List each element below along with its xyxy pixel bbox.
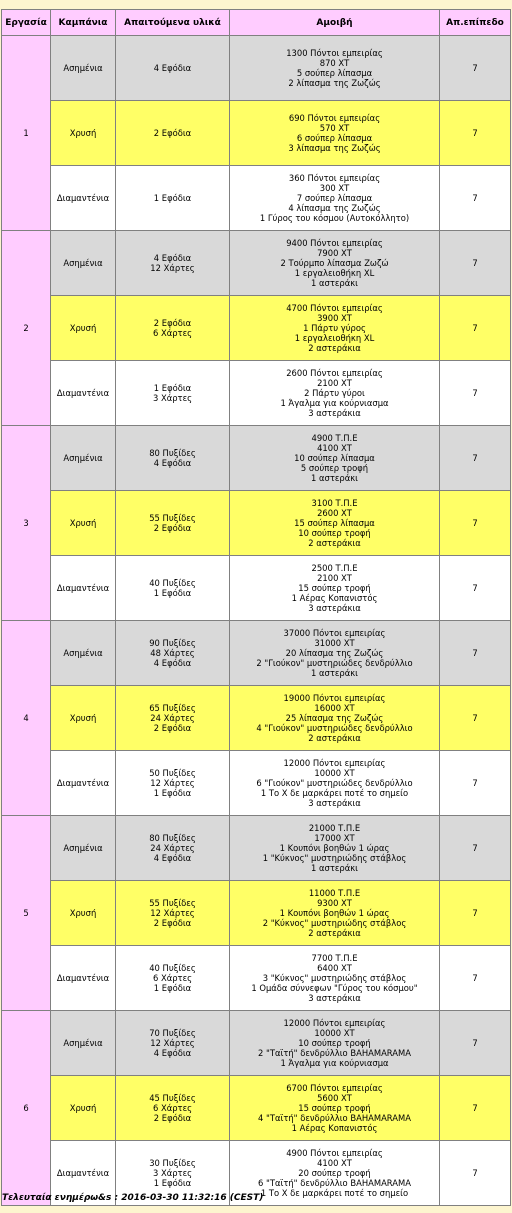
reward-cell bbox=[230, 881, 440, 946]
materials-cell bbox=[116, 621, 230, 686]
reward-line: 3 αστεράκια bbox=[308, 993, 361, 1003]
campaign-cell: Διαμαντένια bbox=[51, 361, 116, 426]
reward-line: 10000 ΧΤ bbox=[314, 1028, 355, 1038]
material-line: 2 Εφόδια bbox=[153, 318, 192, 328]
material-line: 6 Χάρτες bbox=[152, 973, 193, 983]
reward-line: 1 Άγαλμα για κούρνιασμα bbox=[280, 1058, 389, 1068]
reward-line: 6 σούπερ λίπασμα bbox=[296, 133, 373, 143]
material-line: 80 Πυξίδες bbox=[149, 448, 196, 458]
reward-line: 3 αστεράκια bbox=[308, 798, 361, 808]
materials-cell bbox=[116, 1076, 230, 1141]
level-cell: 7 bbox=[440, 1076, 511, 1141]
materials-cell bbox=[116, 231, 230, 296]
level-cell: 7 bbox=[440, 491, 511, 556]
material-line: 3 Χάρτες bbox=[152, 1168, 193, 1178]
materials-cell bbox=[116, 556, 230, 621]
reward-line: 2 αστεράκια bbox=[308, 538, 361, 548]
reward-line: 5 σούπερ τροφή bbox=[300, 463, 369, 473]
reward-line: 2 "Ταϊτή" δενδρύλλιο BAHAMARAMA bbox=[258, 1048, 411, 1058]
material-line: 40 Πυξίδες bbox=[149, 963, 196, 973]
task-number-cell: 5 bbox=[2, 816, 51, 1011]
materials-cell bbox=[116, 101, 230, 166]
materials-cell bbox=[116, 361, 230, 426]
reward-line: 300 ΧΤ bbox=[319, 183, 350, 193]
campaign-cell: Ασημένια bbox=[51, 621, 116, 686]
reward-line: 1 Γύρος του κόσμου (Αυτοκόλλητο) bbox=[259, 213, 410, 223]
campaign-cell: Χρυσή bbox=[51, 296, 116, 361]
reward-line: 1 αστεράκι bbox=[311, 278, 358, 288]
reward-line: 2 λίπασμα της Ζωζώς bbox=[288, 78, 381, 88]
reward-line: 1 Άγαλμα για κούρνιασμα bbox=[280, 398, 389, 408]
reward-line: 360 Πόντοι εμπειρίας bbox=[288, 173, 381, 183]
campaign-cell: Διαμαντένια bbox=[51, 751, 116, 816]
reward-line: 20 σούπερ τροφή bbox=[298, 1168, 371, 1178]
reward-cell bbox=[230, 101, 440, 166]
reward-line: 2 "Γιούκον" μυστηριώδες δενδρύλλιο bbox=[256, 658, 413, 668]
campaign-cell: Ασημένια bbox=[51, 231, 116, 296]
materials-cell bbox=[116, 816, 230, 881]
reward-line: 2 Πάρτυ γύροι bbox=[304, 388, 365, 398]
material-line: 1 Εφόδια bbox=[153, 383, 192, 393]
table-row bbox=[2, 621, 511, 686]
last-updated-footer: Τελευταία ενημέρω&s : 2016-03-30 11:32:16 (CEST) bbox=[2, 1193, 264, 1203]
reward-line: 7900 ΧΤ bbox=[317, 248, 352, 258]
reward-line: 2600 Πόντοι εμπειρίας bbox=[286, 368, 383, 378]
table-row bbox=[2, 231, 511, 296]
reward-line: 1 Το Χ δε μαρκάρει ποτέ το σημείο bbox=[260, 1188, 409, 1198]
reward-line: 16000 ΧΤ bbox=[314, 703, 355, 713]
reward-line: 11000 Τ.Π.Ε bbox=[308, 888, 361, 898]
materials-cell bbox=[116, 296, 230, 361]
table-row bbox=[2, 751, 511, 816]
material-line: 65 Πυξίδες bbox=[149, 703, 196, 713]
campaign-cell: Χρυσή bbox=[51, 881, 116, 946]
table-row bbox=[2, 1011, 511, 1076]
reward-line: 5600 ΧΤ bbox=[317, 1093, 352, 1103]
reward-line: 12000 Πόντοι εμπειρίας bbox=[283, 758, 386, 768]
reward-cell bbox=[230, 231, 440, 296]
material-line: 2 Εφόδια bbox=[153, 918, 192, 928]
campaign-cell: Ασημένια bbox=[51, 426, 116, 491]
reward-line: 2500 Τ.Π.Ε bbox=[311, 563, 358, 573]
material-line: 12 Χάρτες bbox=[150, 1038, 195, 1048]
reward-line: 4900 Τ.Π.Ε bbox=[311, 433, 358, 443]
level-cell: 7 bbox=[440, 686, 511, 751]
reward-line: 1 αστεράκι bbox=[311, 863, 358, 873]
campaign-cell: Χρυσή bbox=[51, 491, 116, 556]
campaign-cell: Χρυσή bbox=[51, 1076, 116, 1141]
table-row bbox=[2, 491, 511, 556]
material-line: 2 Εφόδια bbox=[153, 128, 192, 138]
material-line: 48 Χάρτες bbox=[150, 648, 195, 658]
reward-line: 4100 ΧΤ bbox=[317, 1158, 352, 1168]
reward-line: 15 σούπερ τροφή bbox=[298, 583, 371, 593]
campaign-cell: Διαμαντένια bbox=[51, 556, 116, 621]
material-line: 80 Πυξίδες bbox=[149, 833, 196, 843]
level-cell: 7 bbox=[440, 426, 511, 491]
material-line: 4 Εφόδια bbox=[153, 1048, 192, 1058]
reward-line: 9400 Πόντοι εμπειρίας bbox=[286, 238, 383, 248]
reward-line: 3 λίπασμα της Ζωζώς bbox=[288, 143, 381, 153]
material-line: 55 Πυξίδες bbox=[149, 898, 196, 908]
table-row bbox=[2, 946, 511, 1011]
table-row bbox=[2, 296, 511, 361]
materials-cell bbox=[116, 491, 230, 556]
level-cell: 7 bbox=[440, 621, 511, 686]
material-line: 6 Χάρτες bbox=[152, 1103, 193, 1113]
table-row bbox=[2, 36, 511, 101]
reward-line: 10000 ΧΤ bbox=[314, 768, 355, 778]
table-header-row bbox=[2, 10, 511, 36]
reward-line: 31000 ΧΤ bbox=[314, 638, 355, 648]
material-line: 4 Εφόδια bbox=[153, 658, 192, 668]
material-line: 1 Εφόδια bbox=[153, 788, 192, 798]
campaign-cell: Διαμαντένια bbox=[51, 1141, 116, 1206]
reward-cell bbox=[230, 426, 440, 491]
reward-line: 7700 Τ.Π.Ε bbox=[311, 953, 358, 963]
reward-cell bbox=[230, 686, 440, 751]
material-line: 2 Εφόδια bbox=[153, 523, 192, 533]
reward-line: 870 ΧΤ bbox=[319, 58, 350, 68]
reward-line: 9300 ΧΤ bbox=[317, 898, 352, 908]
reward-line: 6400 ΧΤ bbox=[317, 963, 352, 973]
reward-line: 3 αστεράκια bbox=[308, 408, 361, 418]
task-number-cell: 3 bbox=[2, 426, 51, 621]
material-line: 30 Πυξίδες bbox=[149, 1158, 196, 1168]
materials-cell bbox=[116, 881, 230, 946]
reward-line: 10 σούπερ τροφή bbox=[298, 528, 371, 538]
material-line: 50 Πυξίδες bbox=[149, 768, 196, 778]
materials-cell bbox=[116, 36, 230, 101]
level-cell: 7 bbox=[440, 231, 511, 296]
campaign-cell: Χρυσή bbox=[51, 101, 116, 166]
reward-line: 1 "Κύκνος" μυστηριώδης στάβλος bbox=[262, 853, 407, 863]
materials-cell bbox=[116, 426, 230, 491]
reward-line: 690 Πόντοι εμπειρίας bbox=[288, 113, 381, 123]
reward-line: 10 σούπερ λίπασμα bbox=[294, 453, 375, 463]
reward-line: 2 αστεράκια bbox=[308, 343, 361, 353]
reward-line: 5 σούπερ λίπασμα bbox=[296, 68, 373, 78]
level-cell: 7 bbox=[440, 816, 511, 881]
reward-line: 10 σούπερ τροφή bbox=[298, 1038, 371, 1048]
reward-cell bbox=[230, 751, 440, 816]
reward-line: 1 Ομάδα σύννεφων "Γύρος του κόσμου" bbox=[251, 983, 418, 993]
reward-cell bbox=[230, 1076, 440, 1141]
materials-cell bbox=[116, 166, 230, 231]
material-line: 24 Χάρτες bbox=[150, 713, 195, 723]
material-line: 4 Εφόδια bbox=[153, 853, 192, 863]
material-line: 90 Πυξίδες bbox=[149, 638, 196, 648]
level-cell: 7 bbox=[440, 361, 511, 426]
table-row bbox=[2, 556, 511, 621]
level-cell: 7 bbox=[440, 101, 511, 166]
table-row bbox=[2, 166, 511, 231]
reward-line: 1 Αέρας Κοπανιστός bbox=[291, 1123, 378, 1133]
table-row bbox=[2, 881, 511, 946]
material-line: 12 Χάρτες bbox=[150, 263, 195, 273]
campaign-cell: Χρυσή bbox=[51, 686, 116, 751]
reward-line: 21000 Τ.Π.Ε bbox=[308, 823, 361, 833]
material-line: 1 Εφόδια bbox=[153, 193, 192, 203]
table-row bbox=[2, 1076, 511, 1141]
level-cell: 7 bbox=[440, 751, 511, 816]
table-row bbox=[2, 686, 511, 751]
table-row bbox=[2, 816, 511, 881]
reward-line: 2100 ΧΤ bbox=[317, 573, 352, 583]
table-body bbox=[2, 36, 511, 1206]
reward-line: 25 λίπασμα της Ζωζώς bbox=[285, 713, 384, 723]
reward-line: 2 Τούρμπο λίπασμα Ζωζώ bbox=[280, 258, 389, 268]
level-cell: 7 bbox=[440, 166, 511, 231]
reward-line: 1 αστεράκι bbox=[311, 473, 358, 483]
campaign-cell: Διαμαντένια bbox=[51, 166, 116, 231]
reward-line: 7 σούπερ λίπασμα bbox=[296, 193, 373, 203]
reward-line: 4 "Γιούκον" μυστηριώδες δενδρύλλιο bbox=[256, 723, 413, 733]
reward-line: 20 λίπασμα της Ζωζώς bbox=[285, 648, 384, 658]
reward-line: 15 σούπερ τροφή bbox=[298, 1103, 371, 1113]
reward-cell bbox=[230, 621, 440, 686]
reward-line: 2100 ΧΤ bbox=[317, 378, 352, 388]
reward-cell bbox=[230, 1011, 440, 1076]
material-line: 4 Εφόδια bbox=[153, 63, 192, 73]
materials-cell bbox=[116, 1011, 230, 1076]
material-line: 70 Πυξίδες bbox=[149, 1028, 196, 1038]
reward-line: 2 αστεράκια bbox=[308, 733, 361, 743]
reward-line: 3100 Τ.Π.Ε bbox=[311, 498, 358, 508]
reward-line: 1 εργαλειοθήκη XL bbox=[294, 333, 375, 343]
material-line: 4 Εφόδια bbox=[153, 253, 192, 263]
materials-cell bbox=[116, 751, 230, 816]
column-header-materials: Απαιτούμενα υλικά bbox=[116, 10, 230, 36]
reward-cell bbox=[230, 816, 440, 881]
reward-cell bbox=[230, 361, 440, 426]
reward-line: 1 Αέρας Κοπανιστός bbox=[291, 593, 378, 603]
reward-line: 6 "Γιούκον" μυστηριώδες δενδρύλλιο bbox=[256, 778, 413, 788]
reward-line: 6700 Πόντοι εμπειρίας bbox=[286, 1083, 383, 1093]
campaign-cell: Ασημένια bbox=[51, 1011, 116, 1076]
reward-line: 2600 ΧΤ bbox=[317, 508, 352, 518]
level-cell: 7 bbox=[440, 946, 511, 1011]
reward-line: 15 σούπερ λίπασμα bbox=[294, 518, 375, 528]
table-row bbox=[2, 426, 511, 491]
reward-line: 4100 ΧΤ bbox=[317, 443, 352, 453]
column-header-reward: Αμοιβή bbox=[230, 10, 440, 36]
task-number-cell: 2 bbox=[2, 231, 51, 426]
reward-line: 1 Πάρτυ γύρος bbox=[303, 323, 366, 333]
level-cell: 7 bbox=[440, 36, 511, 101]
level-cell: 7 bbox=[440, 1141, 511, 1206]
reward-line: 3900 ΧΤ bbox=[317, 313, 352, 323]
material-line: 2 Εφόδια bbox=[153, 723, 192, 733]
reward-line: 37000 Πόντοι εμπειρίας bbox=[283, 628, 386, 638]
reward-line: 19000 Πόντοι εμπειρίας bbox=[283, 693, 386, 703]
reward-line: 4700 Πόντοι εμπειρίας bbox=[286, 303, 383, 313]
reward-line: 4 "Ταϊτή" δενδρύλλιο BAHAMARAMA bbox=[258, 1113, 411, 1123]
table-row bbox=[2, 101, 511, 166]
task-rewards-table bbox=[1, 9, 511, 1206]
campaign-cell: Ασημένια bbox=[51, 816, 116, 881]
column-header-level: Απ.επίπεδο bbox=[440, 10, 511, 36]
reward-line: 4 λίπασμα της Ζωζώς bbox=[288, 203, 381, 213]
material-line: 1 Εφόδια bbox=[153, 588, 192, 598]
material-line: 2 Εφόδια bbox=[153, 1113, 192, 1123]
reward-cell bbox=[230, 296, 440, 361]
column-header-campaign: Καμπάνια bbox=[51, 10, 116, 36]
reward-cell bbox=[230, 491, 440, 556]
reward-line: 4900 Πόντοι εμπειρίας bbox=[286, 1148, 383, 1158]
reward-cell bbox=[230, 556, 440, 621]
reward-line: 6 "Ταϊτή" δενδρύλλιο BAHAMARAMA bbox=[258, 1178, 411, 1188]
material-line: 1 Εφόδια bbox=[153, 983, 192, 993]
task-number-cell: 6 bbox=[2, 1011, 51, 1206]
reward-cell bbox=[230, 946, 440, 1011]
table-row bbox=[2, 361, 511, 426]
reward-line: 17000 ΧΤ bbox=[314, 833, 355, 843]
material-line: 1 Εφόδια bbox=[153, 1178, 192, 1188]
material-line: 4 Εφόδια bbox=[153, 458, 192, 468]
materials-cell bbox=[116, 946, 230, 1011]
reward-cell bbox=[230, 36, 440, 101]
reward-line: 12000 Πόντοι εμπειρίας bbox=[283, 1018, 386, 1028]
material-line: 24 Χάρτες bbox=[150, 843, 195, 853]
material-line: 40 Πυξίδες bbox=[149, 578, 196, 588]
material-line: 12 Χάρτες bbox=[150, 908, 195, 918]
reward-line: 1 εργαλειοθήκη XL bbox=[294, 268, 375, 278]
reward-line: 1 αστεράκι bbox=[311, 668, 358, 678]
reward-cell bbox=[230, 166, 440, 231]
level-cell: 7 bbox=[440, 1011, 511, 1076]
material-line: 55 Πυξίδες bbox=[149, 513, 196, 523]
reward-line: 3 αστεράκια bbox=[308, 603, 361, 613]
level-cell: 7 bbox=[440, 296, 511, 361]
campaign-cell: Ασημένια bbox=[51, 36, 116, 101]
material-line: 45 Πυξίδες bbox=[149, 1093, 196, 1103]
reward-line: 1 Κουπόνι βοηθών 1 ώρας bbox=[279, 843, 390, 853]
reward-line: 3 "Κύκνος" μυστηριώδης στάβλος bbox=[262, 973, 407, 983]
materials-cell bbox=[116, 686, 230, 751]
task-number-cell: 1 bbox=[2, 36, 51, 231]
level-cell: 7 bbox=[440, 556, 511, 621]
reward-line: 1300 Πόντοι εμπειρίας bbox=[286, 48, 383, 58]
reward-line: 1 Το Χ δε μαρκάρει ποτέ το σημείο bbox=[260, 788, 409, 798]
material-line: 3 Χάρτες bbox=[152, 393, 193, 403]
reward-line: 2 αστεράκια bbox=[308, 928, 361, 938]
reward-line: 2 "Κύκνος" μυστηριώδης στάβλος bbox=[262, 918, 407, 928]
material-line: 6 Χάρτες bbox=[152, 328, 193, 338]
material-line: 12 Χάρτες bbox=[150, 778, 195, 788]
reward-line: 1 Κουπόνι βοηθών 1 ώρας bbox=[279, 908, 390, 918]
reward-line: 570 ΧΤ bbox=[319, 123, 350, 133]
column-header-task: Εργασία bbox=[2, 10, 51, 36]
campaign-cell: Διαμαντένια bbox=[51, 946, 116, 1011]
task-number-cell: 4 bbox=[2, 621, 51, 816]
level-cell: 7 bbox=[440, 881, 511, 946]
